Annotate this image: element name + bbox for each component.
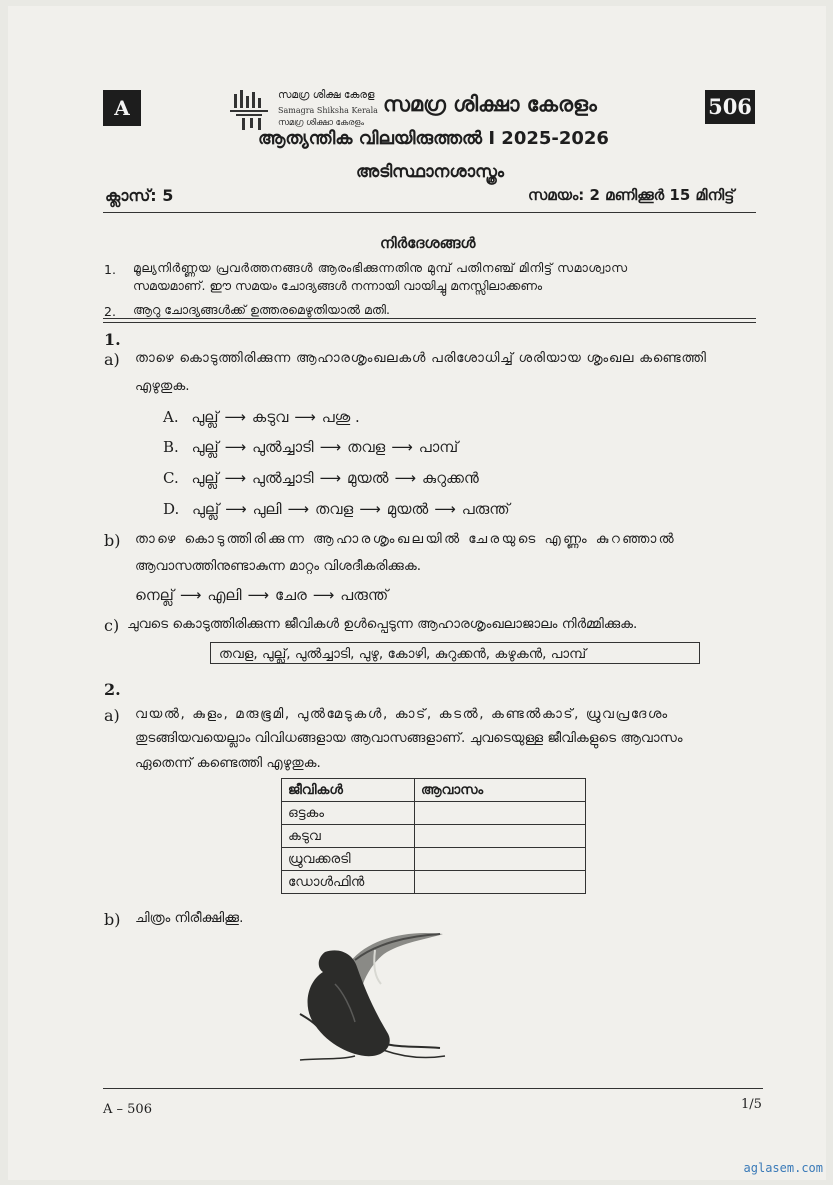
q2b-line1: ചിത്രം നിരീക്ഷിക്കൂ.	[135, 910, 244, 926]
instruction-2-line1: ആറു ചോദ്യങ്ങൾക്ക് ഉത്തരമെഴുതിയാൽ മതി.	[133, 302, 390, 317]
footer-code: A – 506	[103, 1102, 152, 1117]
instruction-1-line1: മൂല്യനിർണ്ണയ പ്രവർത്തനങ്ങൾ ആരംഭിക്കുന്നതിനു മുമ്പ് പതിനഞ്ച് മിനിട്ട് സമാശ്വാസ	[133, 260, 628, 275]
chain-item: കടുവ	[251, 408, 289, 426]
habitat-answer-cell[interactable]	[415, 848, 586, 871]
q2a-line2: തുടങ്ങിയവയെല്ലാം വിവിധങ്ങളായ ആവാസങ്ങളാണ്. ചുവടെയുള്ള ജീവികളുടെ ആവാസം	[135, 730, 683, 746]
option-label: C.	[163, 469, 179, 487]
q1c-label: c)	[104, 616, 120, 635]
q1a-option-b	[163, 438, 458, 456]
table-row	[282, 825, 586, 848]
chain-item: പാമ്പ്	[418, 438, 459, 456]
arrow-right-icon: ⟶	[224, 469, 247, 487]
habitat-table	[281, 778, 586, 894]
arrow-right-icon: ⟶	[179, 586, 202, 604]
arrow-right-icon: ⟶	[391, 438, 413, 456]
page-number: 1/5	[741, 1097, 762, 1112]
table-row	[282, 871, 586, 894]
instructions-divider-1	[103, 318, 756, 319]
watermark: aglasem.com	[743, 1161, 823, 1175]
q2a-line3: ഏതെന്ന് കണ്ടെത്തി എഴുതുക.	[135, 755, 321, 771]
question-2-number: 2.	[104, 680, 121, 699]
samagra-shiksha-logo-icon	[230, 88, 272, 132]
chain-item: പശു .	[321, 408, 360, 426]
chain-item: പരുന്ത്	[340, 586, 389, 604]
chain-item: പുല്ല്	[191, 469, 219, 487]
habitat-answer-cell[interactable]	[415, 871, 586, 894]
arrow-right-icon: ⟶	[224, 408, 246, 426]
chain-item: പുലി	[252, 500, 282, 518]
footer-divider	[103, 1088, 763, 1089]
arrow-right-icon: ⟶	[359, 500, 381, 518]
chain-item: പുല്ല്	[191, 408, 219, 426]
habitat-answer-cell[interactable]	[415, 825, 586, 848]
instruction-1-num: 1.	[104, 262, 116, 277]
table-header-cell: ജീവികൾ	[282, 779, 415, 802]
arrow-right-icon: ⟶	[287, 500, 309, 518]
q1a-option-c	[163, 469, 479, 487]
chain-item: മുയൽ	[386, 500, 429, 518]
header-divider	[103, 212, 756, 213]
organism-cell: ഡോൾഫിൻ	[282, 871, 415, 894]
option-label: D.	[163, 500, 180, 518]
time-label: സമയം: 2 മണിക്കൂർ 15 മിനിട്ട്	[528, 186, 735, 204]
chain-item: പുല്ല്	[192, 500, 220, 518]
chain-item: പുല്ല്	[191, 438, 219, 456]
q1a-option-d	[163, 500, 510, 518]
q1b-label: b)	[104, 531, 121, 550]
arrow-right-icon: ⟶	[394, 469, 416, 487]
option-label: A.	[163, 408, 179, 426]
subject-title: അടിസ്ഥാനശാസ്ത്രം	[356, 162, 505, 182]
q1b-line1: താഴെ കൊടുത്തിരിക്കുന്ന ആഹാരശൃംഖലയിൽ ചേരയുടെ എണ്ണം കുറഞ്ഞാൽ	[135, 531, 677, 547]
chain-item: കുറുക്കൻ	[421, 469, 479, 487]
option-label: B.	[163, 438, 179, 456]
table-row	[282, 848, 586, 871]
org-name: സമഗ്ര ശിക്ഷാ കേരളം	[383, 92, 597, 116]
instruction-2-num: 2.	[104, 304, 116, 319]
arrow-right-icon: ⟶	[319, 438, 342, 456]
instructions-heading: നിർദേശങ്ങൾ	[380, 234, 476, 252]
chain-item: മുയൽ	[347, 469, 389, 487]
arrow-right-icon: ⟶	[225, 500, 247, 518]
q2b-label: b)	[104, 910, 121, 929]
chain-item: ചേര	[274, 586, 307, 604]
q2a-line1: വയൽ, കുളം, മരുഭൂമി, പുൽമേടുകൾ, കാട്, കടൽ, കണ്ടൽകാട്, ധ്രുവപ്രദേശം	[135, 706, 669, 722]
q1b-line2: ആവാസത്തിനുണ്ടാകുന്ന മാറ്റം വിശദീകരിക്കുക.	[135, 558, 422, 574]
habitat-answer-cell[interactable]	[415, 802, 586, 825]
q1b-chain	[135, 586, 388, 604]
class-label: ക്ലാസ്: 5	[105, 186, 174, 205]
instructions-divider-2	[103, 322, 756, 323]
table-header-row	[282, 779, 586, 802]
table-header-cell: ആവാസം	[415, 779, 586, 802]
arrow-right-icon: ⟶	[247, 586, 269, 604]
q1c-line1: ചുവടെ കൊടുത്തിരിക്കുന്ന ജീവികൾ ഉൾപ്പെടുന്ന ആഹാരശൃംഖലാജാലം നിർമ്മിക്കുക.	[127, 616, 638, 632]
arrow-right-icon: ⟶	[319, 469, 341, 487]
catfish-illustration-icon	[295, 922, 455, 1067]
q1a-line1: താഴെ കൊടുത്തിരിക്കുന്ന ആഹാരശൃംഖലകൾ പരിശോധിച്ച് ശരിയായ ശൃംഖല കണ്ടെത്തി	[135, 350, 707, 366]
chain-item: നെല്ല്	[135, 586, 174, 604]
question-1-number: 1.	[104, 330, 121, 349]
chain-item: തവള	[347, 438, 386, 456]
arrow-right-icon: ⟶	[434, 500, 456, 518]
arrow-right-icon: ⟶	[224, 438, 247, 456]
organisms-box: തവള, പുല്ല്, പുൽച്ചാടി, പുഴു, കോഴി, കുറുക്കൻ, കഴുകൻ, പാമ്പ്	[210, 642, 700, 664]
chain-item: എലി	[207, 586, 242, 604]
arrow-right-icon: ⟶	[294, 408, 316, 426]
q1a-label: a)	[104, 350, 120, 369]
organism-cell: ധ്രുവക്കരടി	[282, 848, 415, 871]
q1a-option-a	[163, 408, 360, 426]
organism-cell: ഒട്ടകം	[282, 802, 415, 825]
chain-item: പുൽച്ചാടി	[252, 438, 314, 456]
q1a-line2: എഴുതുക.	[135, 378, 190, 394]
chain-item: പരുന്ത്	[461, 500, 510, 518]
logo-text-ml: സമഗ്ര ശിക്ഷ കേരള	[278, 89, 375, 101]
exam-title: ആത്യന്തിക വിലയിരുത്തൽ I 2025-2026	[258, 128, 609, 149]
chain-item: പുൽച്ചാടി	[252, 469, 314, 487]
arrow-right-icon: ⟶	[312, 586, 335, 604]
logo-text-ml2: സമഗ്ര ശിക്ഷാ കേരളം	[278, 118, 365, 128]
instruction-1-line2: സമയമാണ്. ഈ സമയം ചോദ്യങ്ങൾ നന്നായി വായിച്ചു മനസ്സിലാക്കണം	[133, 278, 543, 293]
table-row	[282, 802, 586, 825]
chain-item: തവള	[315, 500, 354, 518]
set-label-box: A	[103, 90, 141, 126]
logo-text-en: Samagra Shiksha Kerala	[278, 106, 378, 115]
paper-code-box: 506	[705, 90, 755, 124]
organism-cell: കടുവ	[282, 825, 415, 848]
q2a-label: a)	[104, 706, 120, 725]
